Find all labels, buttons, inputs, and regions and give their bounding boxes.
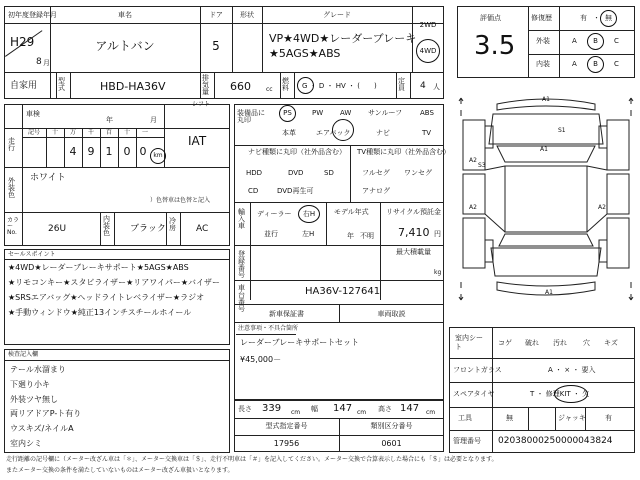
width-unit: cm <box>357 409 367 416</box>
sales-point-line: ★4WD★レーダーブレーキサポート★5AGS★ABS <box>8 263 189 272</box>
car-damage-diagram <box>457 90 635 314</box>
car-name: アルトバン <box>95 39 155 53</box>
usage: 自家用 <box>10 81 38 91</box>
inspector-label: 検査記入欄 <box>8 351 39 358</box>
jack-label: ジャッキ <box>558 414 586 422</box>
shift-label: シフト <box>192 101 211 108</box>
inspector-line: 室内シミ <box>10 439 42 448</box>
grade-label: グレード <box>323 11 351 19</box>
recycle-unit: 円 <box>434 230 441 238</box>
interior-sheet-label: 室内シート <box>455 334 483 352</box>
length-value: 339 <box>262 403 282 414</box>
sales-points-label: セールスポイント <box>8 251 56 258</box>
footer-line1: 走行距離の記号欄に（メーター改ざん車は「＊」、メーター交換車は「＄」、走行不明車は「＃」を記入してください。メーター交換で合算表示した場合にも「＄」は必要となります。 <box>6 456 498 463</box>
tv-fullseg: フルセグ <box>362 169 390 177</box>
type-no: 17956 <box>273 439 300 448</box>
color-note: ）色替車は色替と記入 <box>150 197 211 204</box>
body-label: 形状 <box>240 11 254 19</box>
equip-sunroof: サンルーフ <box>368 109 403 117</box>
displacement-label: 排気量 <box>202 74 209 96</box>
max-load-label: 最大積載量 <box>396 248 431 256</box>
warranty-label: 新車保証書 <box>269 310 304 318</box>
navi-cd: CD <box>248 187 259 195</box>
type-no-label: 型式指定番号 <box>265 422 308 430</box>
equip-leather: 本革 <box>282 129 296 137</box>
inspection-year-unit: 年 <box>106 116 113 124</box>
diagram-label: S1 <box>558 127 566 134</box>
navi-sd: SD <box>324 169 334 177</box>
mileage-place-2: 千 <box>87 129 94 136</box>
length-unit: cm <box>291 409 301 416</box>
doors-label: ドア <box>209 11 223 19</box>
chassis-value: HA36V-127641 <box>305 286 381 297</box>
navi-label: ナビ種類に丸印（社外品含む） <box>248 148 346 156</box>
height-unit: cm <box>426 409 436 416</box>
grade-line2: ★5AGS★ABS <box>269 47 341 60</box>
sales-point-line: ★SRSエアバッグ★ヘッドライトレベライザー★ラジオ <box>8 293 205 302</box>
fuel-options: G ・ D ・ HV ・ ( ) <box>302 82 377 90</box>
equip-tv: TV <box>422 129 432 137</box>
sheet-stain: 汚れ <box>553 339 567 347</box>
inspector-line: テール水溜まり <box>10 365 66 374</box>
navi-dvd-play: DVD再生可 <box>277 187 314 195</box>
interior-color: ブラック <box>130 224 166 234</box>
spare-selected-circle <box>554 385 588 403</box>
mileage-unit-km: km <box>150 148 166 164</box>
notes-label: 注意事項・不具合箇所 <box>238 325 299 332</box>
mgmt-value: 02038000250000043824 <box>498 436 613 446</box>
grade-line1: VP★4WD★レーダーブレーキ <box>269 32 417 45</box>
mileage-digit-3: 1 <box>105 145 113 158</box>
color-value: ホワイト <box>30 173 66 183</box>
reg-year-value: H29 <box>10 35 35 49</box>
ac-value: AC <box>196 224 209 234</box>
windshield-value: A ・ × ・ 要入 <box>548 366 596 374</box>
reg-year-label: 初年度登録年月 <box>8 11 57 19</box>
diagram-label: A1 <box>545 289 553 296</box>
interior-color-label: 内装色 <box>103 215 110 237</box>
diagram-label: A1 <box>542 96 550 103</box>
width-value: 147 <box>333 403 353 414</box>
class-no-label: 類別区分番号 <box>370 422 413 430</box>
sheet-burn: コゲ <box>498 339 512 347</box>
load-unit: kg <box>434 269 442 276</box>
notes-line2: ¥45,000－ <box>240 355 282 364</box>
model-year-label: モデル年式 <box>334 208 369 216</box>
chassis-label: 車台番号 <box>238 284 245 313</box>
model-value: HBD-HA36V <box>100 80 166 93</box>
capacity-value: 4 <box>420 81 426 91</box>
interior-label: 内装 <box>536 60 550 68</box>
mileage-place-1: 万 <box>69 129 76 136</box>
recycle-label: リサイクル預託金 <box>386 208 442 216</box>
equip-airbag-circle <box>332 119 354 141</box>
inspection-label: 車検 <box>26 110 40 118</box>
inspector-line: 両リアドアP-ト有り <box>10 409 82 418</box>
model-year-unit: 年 <box>347 232 354 240</box>
notes-line1: レーダーブレーキサポートセット <box>240 338 360 347</box>
model-label: 型式 <box>58 77 65 92</box>
height-label: 高さ <box>378 405 392 413</box>
navi-hdd: HDD <box>246 169 263 177</box>
reg-month-unit: 月 <box>43 59 50 67</box>
sheet-scratch: キズ <box>604 339 618 347</box>
equip-aw: AW <box>340 109 352 117</box>
fuel-label: 燃料 <box>282 77 289 92</box>
model-year-unknown: 不明 <box>360 232 374 240</box>
footer-line2: またメーター交換の条件を満たしていないものはメーター改ざん車扱いとなります。 <box>6 467 234 474</box>
mileage-digit-4: 0 <box>123 145 131 158</box>
equip-navi: ナビ <box>376 129 390 137</box>
length-label: 長さ <box>238 405 252 413</box>
mileage-marker-label: 記号 <box>28 129 41 136</box>
inspection-month-unit: 月 <box>150 116 157 124</box>
interior-grade-b-selected: B <box>587 56 604 73</box>
doors-value: 5 <box>212 39 220 53</box>
sales-point-line: ★リモコンキー★スタビライザー★リアワイパー★バイザー <box>8 278 221 287</box>
car-name-label: 車名 <box>118 11 132 19</box>
tv-label: TV種類に丸印（社外品含む） <box>357 148 451 156</box>
mileage-digit-1: 4 <box>69 145 77 158</box>
repair-no-selected: 無 <box>600 10 617 27</box>
drive-2wd: 2WD <box>419 21 437 29</box>
interior-grade-a: A <box>572 60 577 68</box>
equip-airbag: エアバック <box>316 129 351 137</box>
import-left: 左H <box>302 230 315 238</box>
sheet-tear: 破れ <box>525 339 539 347</box>
drive-4wd-selected: 4WD <box>416 39 440 63</box>
exterior-grade-c: C <box>614 37 619 45</box>
tools-label: 工具 <box>458 414 472 422</box>
diagram-label: A2 <box>469 204 477 211</box>
width-label: 幅 <box>311 405 318 413</box>
spare-label: スペアタイヤ <box>453 390 495 398</box>
capacity-unit: 人 <box>433 83 440 91</box>
import-label: 輸入車 <box>238 208 245 230</box>
import-right-selected: 右H <box>298 205 320 223</box>
mileage-digit-5: 0 <box>139 145 147 158</box>
diagram-label: A2 <box>469 157 477 164</box>
tv-analog: アナログ <box>362 187 390 195</box>
inspector-line: 外装ツヤ無し <box>10 395 58 404</box>
height-value: 147 <box>400 403 420 414</box>
capacity-label: 定員 <box>398 77 405 92</box>
score-label: 評価点 <box>480 14 501 22</box>
sheet-hole: 穴 <box>583 339 590 347</box>
mileage-place-4: 十 <box>123 129 130 136</box>
mileage-place-0: 十 <box>51 129 58 136</box>
exterior-grade-b-selected: B <box>587 33 604 50</box>
color-code-label: カラー No. <box>7 217 20 236</box>
repair-label: 修復歴 <box>531 14 552 22</box>
spare-value: T ・ 修理KIT ・ 欠 <box>530 390 590 398</box>
mileage-digit-2: 9 <box>87 145 95 158</box>
score-value: 3.5 <box>474 31 516 61</box>
sales-point-line: ★手動ウィンドウ★純正13インチスチールホイール <box>8 308 192 317</box>
equip-ps-selected: PS <box>279 105 296 122</box>
equip-pw: PW <box>312 109 324 117</box>
displacement-unit: cc <box>266 86 273 93</box>
navi-dvd: DVD <box>288 169 304 177</box>
jack-value: 有 <box>605 414 612 422</box>
manual-label: 車両取説 <box>377 310 406 318</box>
fuel-selected-circle <box>297 77 314 94</box>
reg-number-label: 登録番号 <box>238 250 245 279</box>
exterior-label: 外装 <box>536 37 550 45</box>
mileage-label: 走行 <box>8 137 15 152</box>
color-label: 外装色 <box>8 177 15 199</box>
tools-value: 無 <box>506 414 513 422</box>
inspector-line: ウスキズ/ネイルA <box>10 424 74 433</box>
reg-month-value: 8 <box>36 57 42 67</box>
displacement-value: 660 <box>230 80 251 93</box>
color-code: 26U <box>48 224 67 234</box>
import-dealer: ディーラー <box>257 210 292 218</box>
mileage-place-5: 一 <box>141 129 148 136</box>
equipment-label: 装備品に丸印 <box>237 109 265 124</box>
equip-abs: ABS <box>420 109 434 117</box>
diagram-label: S3 <box>478 162 486 169</box>
tv-oneseg: ワンセグ <box>404 169 432 177</box>
inspector-line: 下廻り小キ <box>10 380 50 389</box>
mgmt-label: 管理番号 <box>453 437 481 445</box>
diagram-label: A2 <box>598 204 606 211</box>
interior-grade-c: C <box>614 60 619 68</box>
diagram-label: A1 <box>540 146 548 153</box>
mileage-place-3: 百 <box>105 129 112 136</box>
exterior-grade-a: A <box>572 37 577 45</box>
ac-label: 冷房 <box>169 217 176 232</box>
windshield-label: フロントガラス <box>453 366 502 374</box>
repair-yes: 有 <box>580 14 587 22</box>
import-parallel: 並行 <box>264 230 278 238</box>
repair-dot: ・ <box>593 14 600 22</box>
class-no: 0601 <box>381 439 402 448</box>
recycle-value: 7,410 <box>398 226 430 239</box>
shift-value: IAT <box>188 134 207 148</box>
